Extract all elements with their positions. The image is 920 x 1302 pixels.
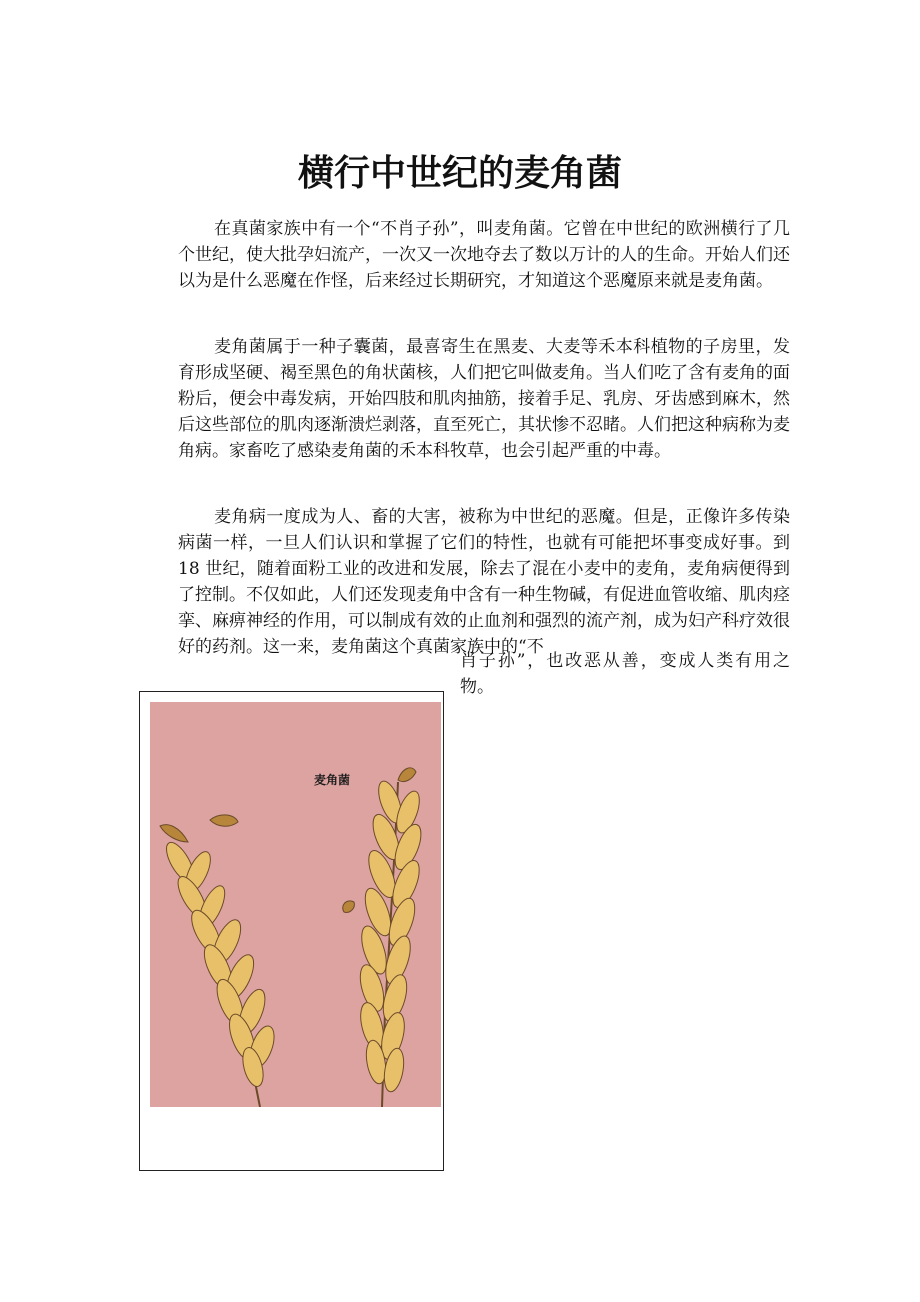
page-title: 横行中世纪的麦角菌 <box>297 153 622 194</box>
paragraph-history: 麦角病一度成为人、畜的大害，被称为中世纪的恶魔。但是，正像许多传染病菌一样，一旦人们认识和掌握了它们的特性，也就有可能把坏事变成好事。到 18 世纪，随着面粉工业的改进和发展，除去了混在小麦中的麦角，麦角病便得到了控制。不仅如此，人们还发现麦角中含有一种生物碱，有促进血管收缩、肌肉痉挛、麻痹神经的作用，可以制成有效的止血剂和强烈的流产剂，成为妇产科疗效很好的药剂。这一来，麦角菌这个真菌家族中的“不 <box>178 507 790 657</box>
figure-frame <box>139 691 444 1171</box>
ergot-wheat-illustration <box>150 702 441 1107</box>
figure-caption: 麦角菌 <box>314 773 351 787</box>
paragraph-history-tail: 肖子孙”，也改恶从善，变成人类有用之物。 <box>460 651 790 697</box>
paragraph-description: 麦角菌属于一种子囊菌，最喜寄生在黑麦、大麦等禾本科植物的子房里，发育形成坚硬、褐至黑色的角状菌核，人们把它叫做麦角。当人们吃了含有麦角的面粉后，便会中毒发病，开始四肢和肌肉抽筋，接着手足、乳房、牙齿感到麻木，然后这些部位的肌肉逐渐溃烂剥落，直至死亡，其状惨不忍睹。人们把这种病称为麦角病。家畜吃了感染麦角菌的禾本科牧草，也会引起严重的中毒。 <box>178 337 790 461</box>
paragraph-intro: 在真菌家族中有一个“不肖子孙”，叫麦角菌。它曾在中世纪的欧洲横行了几个世纪，使大批孕妇流产，一次又一次地夺去了数以万计的人的生命。开始人们还以为是什么恶魔在作怪，后来经过长期研究，才知道这个恶魔原来就是麦角菌。 <box>178 219 790 291</box>
